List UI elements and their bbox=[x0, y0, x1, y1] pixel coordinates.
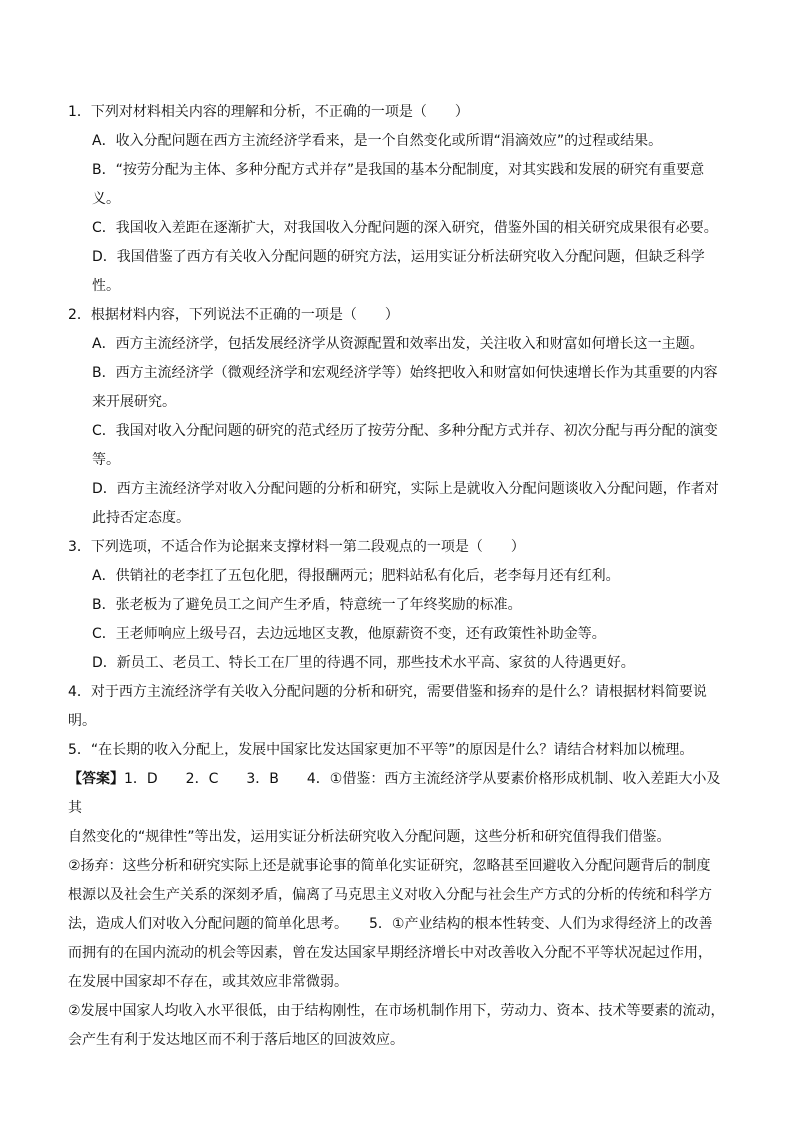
question-2-option-d-cont: 此持否定态度。 bbox=[92, 510, 190, 526]
answer-line-2: 自然变化的“规律性”等出发，运用实证分析法研究收入分配问题，这些分析和研究值得我们借鉴。 bbox=[68, 829, 671, 845]
answer-line-8: ②发展中国家人均收入水平很低，由于结构刚性，在市场机制作用下，劳动力、资本、技术等要素的流动， bbox=[68, 1003, 725, 1019]
question-2-option-d: D．西方主流经济学对收入分配问题的分析和研究，实际上是就收入分配问题谈收入分配问题，作者对 bbox=[92, 481, 719, 497]
answer-line-1 bbox=[68, 765, 728, 823]
question-1-option-a: A．收入分配问题在西方主流经济学看来，是一个自然变化或所谓“涓滴效应”的过程或结果。 bbox=[92, 133, 663, 149]
answer-line-3: ②扬弃：这些分析和研究实际上还是就事论事的简单化实证研究，忽略甚至回避收入分配问题背后的制度 bbox=[68, 858, 711, 874]
question-1-option-c: C．我国收入差距在逐渐扩大，对我国收入分配问题的深入研究，借鉴外国的相关研究成果很有必要。 bbox=[92, 220, 718, 236]
question-3-option-d: D．新员工、老员工、特长工在厂里的待遇不同，那些技术水平高、家贫的人待遇更好。 bbox=[92, 655, 635, 671]
answer-line-7: 在发展中国家却不存在，或其效应非常微弱。 bbox=[68, 974, 348, 990]
question-2-option-a: A．西方主流经济学，包括发展经济学从资源配置和效率出发，关注收入和财富如何增长这一主题。 bbox=[92, 336, 704, 352]
question-3-stem: 3．下列选项，不适合作为论据来支撑材料一第二段观点的一项是（ ） bbox=[68, 539, 525, 555]
question-1-stem: 1．下列对材料相关内容的理解和分析，不正确的一项是（ ） bbox=[68, 104, 469, 120]
question-3-option-c: C．王老师响应上级号召，去边远地区支教，他原薪资不变，还有政策性补助金等。 bbox=[92, 626, 606, 642]
question-1-option-b-cont: 义。 bbox=[92, 191, 120, 207]
answer-label: 【答案】 bbox=[68, 771, 124, 787]
answer-line-9: 会产生有利于发达地区而不利于落后地区的回波效应。 bbox=[68, 1032, 404, 1048]
question-2-option-c-cont: 等。 bbox=[92, 452, 120, 468]
answer-text-1: 1．D 2．C 3．B 4．①借鉴：西方主流经济学从要素价格形成机制、收入差距大小及其 bbox=[68, 771, 721, 816]
question-3-option-a: A．供销社的老李扛了五包化肥，得报酬两元；肥料站私有化后，老李每月还有红利。 bbox=[92, 568, 620, 584]
question-2-option-b-cont: 来开展研究。 bbox=[92, 394, 176, 410]
question-2-option-b: B．西方主流经济学（微观经济学和宏观经济学等）始终把收入和财富如何快速增长作为其重要的内容 bbox=[92, 365, 718, 381]
question-1-option-b: B．“按劳分配为主体、多种分配方式并存”是我国的基本分配制度，对其实践和发展的研究有重要意 bbox=[92, 162, 705, 178]
answer-line-4: 根源以及社会生产关系的深刻矛盾，偏离了马克思主义对收入分配与社会生产方式的分析的传统和科学方 bbox=[68, 887, 712, 903]
question-2-stem: 2．根据材料内容，下列说法不正确的一项是（ ） bbox=[68, 307, 399, 323]
question-1-option-d: D．我国借鉴了西方有关收入分配问题的研究方法，运用实证分析法研究收入分配问题，但缺乏科学性。 bbox=[92, 249, 705, 294]
answer-line-5: 法，造成人们对收入分配问题的简单化思考。 5．①产业结构的根本性转变、人们为求得经济上的改善 bbox=[68, 916, 713, 932]
document-content bbox=[68, 98, 728, 1055]
answer-line-6: 而拥有的在国内流动的机会等因素，曾在发达国家早期经济增长中对改善收入分配不平等状况起过作用， bbox=[68, 945, 712, 961]
question-5: 5．“在长期的收入分配上，发展中国家比发达国家更加不平等”的原因是什么？请结合材料加以梳理。 bbox=[68, 742, 694, 758]
question-4: 4．对于西方主流经济学有关收入分配问题的分析和研究，需要借鉴和扬弃的是什么？请根据材料简要说明。 bbox=[68, 684, 707, 729]
question-2-option-c: C．我国对收入分配问题的研究的范式经历了按劳分配、多种分配方式并存、初次分配与再分配的演变 bbox=[92, 423, 718, 439]
question-3-option-b: B．张老板为了避免员工之间产生矛盾，特意统一了年终奖励的标准。 bbox=[92, 597, 522, 613]
